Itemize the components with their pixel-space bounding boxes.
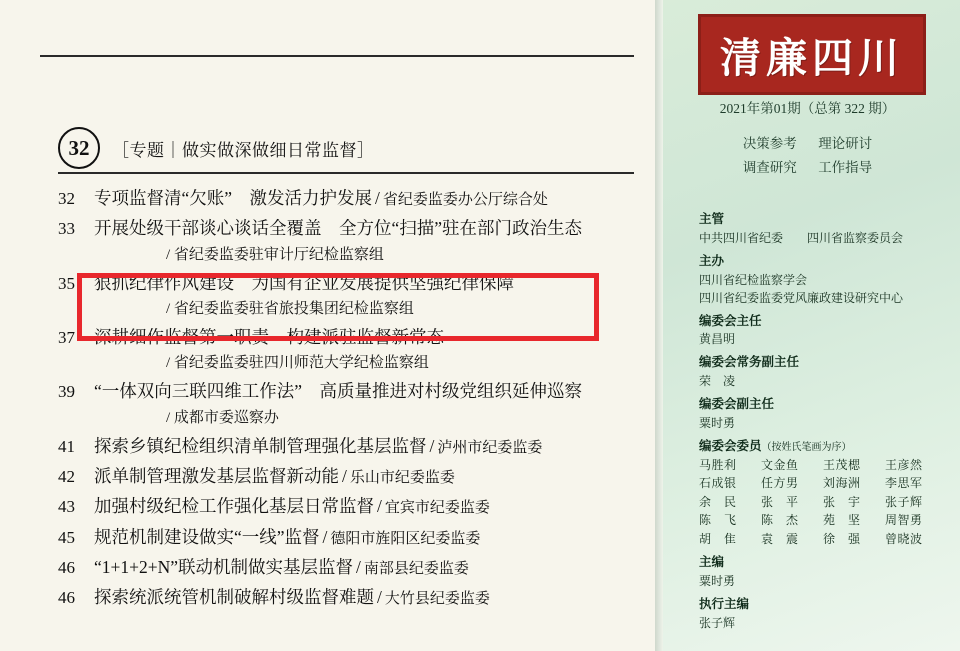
entry-source: 大竹县纪委监委 bbox=[384, 591, 490, 608]
entry-title: “一体双向三联四维工作法” 高质量推进对村级党组织延伸巡察 bbox=[94, 381, 583, 402]
credit-value: 粟时勇 bbox=[699, 574, 736, 589]
credit-value: 四川省纪委监委党风廉政建设研究中心 bbox=[699, 290, 904, 305]
credit-value: 张子辉 bbox=[699, 615, 736, 630]
list-item[interactable]: 42 派单制管理激发基层监督新动能 / 乐山市纪委监委 bbox=[58, 466, 455, 487]
members-label-note: （按姓氏笔画为序） bbox=[761, 441, 852, 453]
member-name: 徐 强 bbox=[823, 531, 861, 546]
member-name: 刘海洲 bbox=[823, 476, 861, 491]
member-name: 张 平 bbox=[761, 494, 799, 509]
credit-value: 四川省纪检监察学会 bbox=[699, 272, 808, 287]
entry-source: 德阳市旌阳区纪委监委 bbox=[330, 530, 481, 547]
entry-source: 省纪委监委驻省旅投集团纪检监察组 bbox=[173, 301, 414, 318]
member-name: 文金鱼 bbox=[761, 457, 799, 472]
entry-page: 42 bbox=[58, 467, 75, 487]
list-item[interactable]: 33 开展处级干部谈心谈话全覆盖 全方位“扫描”驻在部门政治生态 / 省纪委监委驻审计厅纪检监察组 bbox=[58, 218, 583, 263]
members-row bbox=[699, 511, 949, 530]
members-row bbox=[699, 493, 949, 512]
entry-source: 成都市委巡察办 bbox=[173, 409, 279, 426]
entry-page: 45 bbox=[58, 527, 75, 547]
member-name: 曾晓波 bbox=[885, 531, 923, 546]
credit-label: 编委会副主任 bbox=[699, 397, 775, 411]
credit-label: 主管 bbox=[699, 212, 725, 226]
entry-source: 省纪委监委驻审计厅纪检监察组 bbox=[173, 246, 384, 263]
entry-source: 宜宾市纪委监委 bbox=[384, 500, 490, 517]
toc-list bbox=[58, 184, 658, 614]
entry-source: 南部县纪委监委 bbox=[363, 561, 469, 578]
credit-label: 执行主编 bbox=[699, 597, 750, 612]
list-item[interactable]: 45 规范机制建设做实“一线”监督 / 德阳市旌阳区纪委监委 bbox=[58, 526, 481, 547]
member-name: 陈 杰 bbox=[761, 513, 799, 528]
credit-label: 编委会主任 bbox=[699, 313, 762, 328]
column-list bbox=[655, 132, 960, 179]
entry-title: 规范机制建设做实“一线”监督 bbox=[94, 526, 320, 547]
section-title: ［专题｜做实做深做细日常监督］ bbox=[112, 140, 375, 160]
credit-value: 黄昌明 bbox=[699, 332, 736, 347]
entry-title: 专项监督清“欠账” 激发活力护发展 bbox=[94, 188, 373, 208]
member-name: 陈 飞 bbox=[699, 513, 737, 528]
list-item[interactable]: 39 “一体双向三联四维工作法” 高质量推进对村级党组织延伸巡察 / 成都市委巡察办 bbox=[58, 381, 583, 426]
member-name: 王茂楒 bbox=[823, 457, 861, 472]
members-row bbox=[699, 530, 949, 549]
member-name: 张子辉 bbox=[885, 494, 923, 509]
member-name: 袁 震 bbox=[761, 531, 799, 546]
entry-page: 39 bbox=[58, 382, 75, 402]
list-item[interactable]: 43 加强村级纪检工作强化基层日常监督 / 宜宾市纪委监委 bbox=[58, 496, 490, 517]
list-item[interactable]: 41 探索乡镇纪检组织清单制管理强化基层监督 / 泸州市纪委监委 bbox=[58, 435, 543, 456]
masthead-panel bbox=[655, 0, 960, 651]
entry-page: 33 bbox=[58, 219, 75, 239]
entry-page: 46 bbox=[58, 588, 75, 608]
entry-title: 探索统派统管机制破解村级监督难题 bbox=[94, 587, 374, 608]
members-label bbox=[699, 437, 949, 456]
section-divider bbox=[58, 172, 634, 174]
entry-source: 省纪委监委驻四川师范大学纪检监察组 bbox=[173, 355, 429, 372]
column-item: 决策参考 bbox=[742, 136, 797, 151]
credit-label: 编委会常务副主任 bbox=[699, 355, 800, 370]
member-name: 苑 坚 bbox=[823, 513, 861, 528]
entry-title: “1+1+2+N”联动机制做实基层监督 bbox=[94, 557, 354, 578]
member-name: 王彦然 bbox=[885, 457, 923, 472]
magazine-logo bbox=[698, 14, 926, 95]
entry-page: 41 bbox=[58, 436, 75, 456]
entry-title: 加强村级纪检工作强化基层日常监督 bbox=[94, 496, 374, 517]
member-name: 任方男 bbox=[761, 476, 799, 491]
top-divider bbox=[40, 55, 634, 57]
column-item: 调查研究 bbox=[742, 159, 797, 175]
member-name: 周智勇 bbox=[885, 513, 923, 528]
list-item[interactable]: 37 深耕细作监督第一职责 构建派驻监督新常态 / 省纪委监委驻四川师范大学纪检监察组 bbox=[58, 327, 444, 372]
entry-source: 省纪委监委办公厅综合处 bbox=[382, 192, 548, 208]
member-name: 余 民 bbox=[699, 494, 737, 509]
member-name: 马胜利 bbox=[699, 457, 737, 472]
member-name: 石成银 bbox=[699, 476, 737, 491]
list-item[interactable]: 46 探索统派统管机制破解村级监督难题 / 大竹县纪委监委 bbox=[58, 587, 490, 608]
member-name: 胡 隹 bbox=[699, 531, 737, 546]
section-header bbox=[58, 127, 375, 169]
entry-source: 乐山市纪委监委 bbox=[349, 470, 455, 487]
members-label-text: 编委会委员 bbox=[699, 438, 762, 453]
entry-title: 开展处级干部谈心谈话全覆盖 全方位“扫描”驻在部门政治生态 bbox=[94, 218, 583, 239]
entry-page: 35 bbox=[58, 273, 75, 293]
issue-number: 2021年第01期（总第 322 期） bbox=[719, 101, 896, 116]
section-page-number: 32 bbox=[58, 127, 100, 169]
member-name: 张 宇 bbox=[823, 494, 861, 509]
list-item-highlighted[interactable]: 35 狠抓纪律作风建设 为国有企业发展提供坚强纪律保障 / 省纪委监委驻省旅投集团纪检监察组 bbox=[58, 272, 514, 318]
magazine-title: 清廉四川 bbox=[720, 35, 904, 81]
entry-source: 泸州市纪委监委 bbox=[437, 439, 543, 456]
credits-block bbox=[699, 205, 949, 632]
entry-page: 37 bbox=[58, 328, 75, 348]
members-list bbox=[699, 456, 949, 549]
members-row bbox=[699, 474, 949, 493]
list-item[interactable]: 46 “1+1+2+N”联动机制做实基层监督 / 南部县纪委监委 bbox=[58, 557, 469, 578]
entry-page: 43 bbox=[58, 497, 75, 517]
column-item: 理论研讨 bbox=[818, 136, 873, 151]
entry-title: 狠抓纪律作风建设 为国有企业发展提供坚强纪律保障 bbox=[94, 272, 514, 293]
credit-value: 粟时勇 bbox=[699, 415, 736, 430]
entry-page: 32 bbox=[58, 189, 75, 208]
entry-title: 探索乡镇纪检组织清单制管理强化基层监督 bbox=[94, 435, 427, 456]
credit-label: 主编 bbox=[699, 555, 725, 570]
credit-value: 中共四川省纪委 四川省监察委员会 bbox=[699, 230, 904, 245]
credit-value: 荣 凌 bbox=[699, 374, 736, 388]
entry-title: 深耕细作监督第一职责 构建派驻监督新常态 bbox=[94, 327, 444, 348]
members-row bbox=[699, 456, 949, 475]
column-item: 工作指导 bbox=[818, 159, 873, 175]
member-name: 李思军 bbox=[885, 476, 923, 491]
credit-label: 主办 bbox=[699, 253, 725, 268]
entry-title: 派单制管理激发基层监督新动能 bbox=[94, 466, 339, 487]
entry-page: 46 bbox=[58, 558, 75, 578]
list-item[interactable]: 32 专项监督清“欠账” 激发活力护发展 / 省纪委监委办公厅综合处 bbox=[58, 188, 548, 208]
